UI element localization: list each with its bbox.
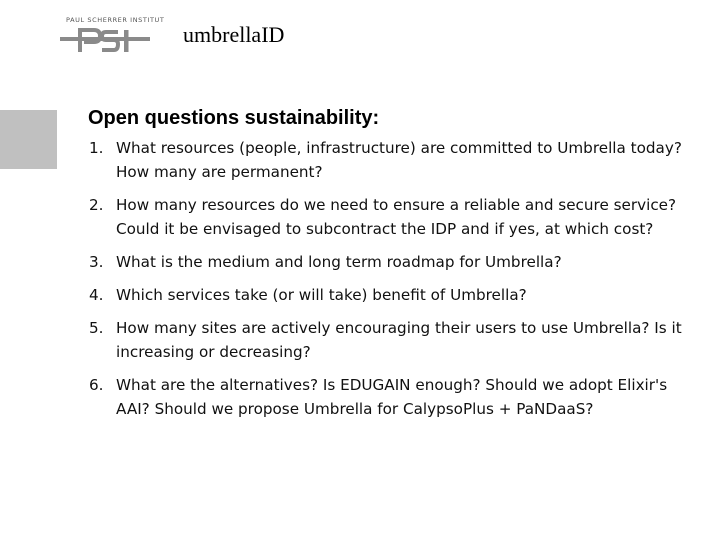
question-text: What are the alternatives? Is EDUGAIN enough? Should we adopt Elixir's AAI? Should we propose Umbrella for CalypsoPlus + PaNDaaS? [116,376,668,418]
question-number: 6. [89,376,104,394]
question-number: 2. [89,196,104,214]
question-list [89,136,689,430]
question-item [89,193,689,241]
question-text: What is the medium and long term roadmap for Umbrella? [116,253,562,271]
question-item [89,283,689,307]
question-item [89,136,689,184]
question-number: 1. [89,139,104,157]
question-text: How many sites are actively encouraging their users to use Umbrella? Is it increasing or decreasing? [116,319,682,361]
slide-heading: Open questions sustainability: [88,107,380,129]
question-item [89,373,689,421]
question-item [89,250,689,274]
question-text: How many resources do we need to ensure a reliable and secure service? Could it be envisaged to subcontract the IDP and if yes, at which cost? [116,196,677,238]
app-title: umbrellaID [183,22,285,47]
question-number: 5. [89,319,104,337]
side-accent-box [0,110,57,169]
question-number: 3. [89,253,104,271]
question-item [89,316,689,364]
logo-caption: PAUL SCHERRER INSTITUT [66,16,165,24]
question-text: Which services take (or will take) benefit of Umbrella? [116,286,527,304]
psi-logo [60,16,165,54]
question-text: What resources (people, infrastructure) are committed to Umbrella today? How many are permanent? [116,139,682,181]
psi-logo-mark [60,26,150,54]
question-number: 4. [89,286,104,304]
